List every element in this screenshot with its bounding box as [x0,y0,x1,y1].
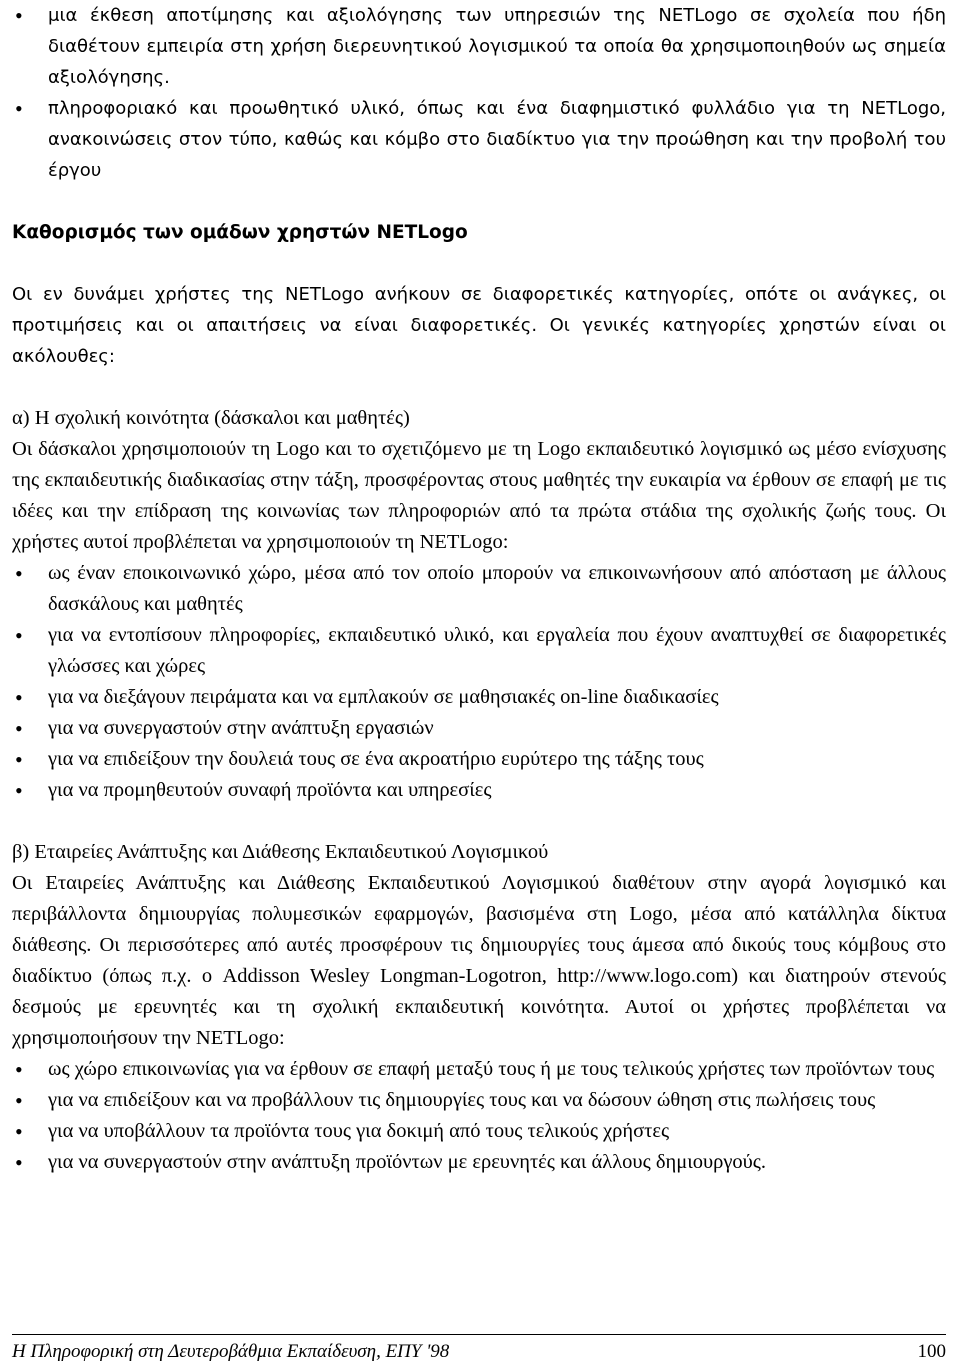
list-item: • για να εντοπίσουν πληροφορίες, εκπαιδευτικό υλικό, και εργαλεία που έχουν αναπτυχθεί σε διαφορετικές γλώσσες και χώρες [12,620,946,682]
footer-source: Η Πληροφορική στη Δευτεροβάθμια Εκπαίδευση, ΕΠΥ '98 [12,1341,450,1362]
section-a-bullet-list [12,558,946,806]
list-item: • ως έναν εποικοινωνικό χώρο, μέσα από τον οποίο μπορούν να επικοινωνήσουν από απόσταση με άλλους δασκάλους και μαθητές [12,558,946,620]
section-b-bullet-list [12,1054,946,1178]
list-item: • για να προμηθευτούν συναφή προϊόντα και υπηρεσίες [12,775,946,806]
intro-paragraph: Οι εν δυνάμει χρήστες της NETLogo ανήκουν σε διαφορετικές κατηγορίες, οπότε οι ανάγκες, οι προτιμήσεις και οι απαιτήσεις να είναι διαφορετικές. Οι γενικές κατηγορίες χρηστών είναι οι ακόλουθες: [12,284,946,367]
page-number: 100 [917,1341,946,1362]
list-item: • για να συνεργαστούν στην ανάπτυξη προϊόντων με ερευνητές και άλλους δημιουργούς. [12,1147,946,1178]
intro-bullet-list [12,0,946,186]
list-item: • για να επιδείξουν και να προβάλλουν τις δημιουργίες τους και να δώσουν ώθηση στις πωλήσεις τους [12,1085,946,1116]
document-page [12,0,946,1178]
list-item: • μια έκθεση αποτίμησης και αξιολόγησης των υπηρεσιών της NETLogo σε σχολεία που ήδη διαθέτουν εμπειρία στη χρήση διερευνητικού λογισμικού τα οποία θα χρησιμοποιηθούν ως σημεία αξιολόγησης. [12,0,946,93]
section-b-title: β) Εταιρείες Ανάπτυξης και Διάθεσης Εκπαιδευτικού Λογισμικού [12,841,549,863]
list-item: • για να επιδείξουν την δουλειά τους σε ένα ακροατήριο ευρύτερο της τάξης τους [12,744,946,775]
section-a-paragraph: Οι δάσκαλοι χρησιμοποιούν τη Logo και το σχετιζόμενο με τη Logo εκπαιδευτικό λογισμικό ως μέσο ενίσχυσης της εκπαιδευτικής διαδικασίας στην τάξη, προσφέροντας στους μαθητές την ευκαιρία να έρθουν σε επαφή με τις ιδέες και την επίδραση της κοινωνίας των πληροφοριών από τα πρώτα στάδια της σχολικής ζωής τους. Οι χρήστες αυτοί προβλέπεται να χρησιμοποιούν τη NETLogo: [12,438,946,553]
list-item: • πληροφοριακό και προωθητικό υλικό, όπως και ένα διαφημιστικό φυλλάδιο για τη NETLogo, ανακοινώσεις στον τύπο, καθώς και κόμβο στο διαδίκτυο για την προώθηση και την προβολή του έργου [12,93,946,186]
list-item: • ως χώρο επικοινωνίας για να έρθουν σε επαφή μεταξύ τους ή με τους τελικούς χρήστες των προϊόντων τους [12,1054,946,1085]
section-heading: Καθορισμός των ομάδων χρηστών NETLogo [12,222,468,243]
list-item: • για να υποβάλλουν τα προϊόντα τους για δοκιμή από τους τελικούς χρήστες [12,1116,946,1147]
section-a-title: α) Η σχολική κοινότητα (δάσκαλοι και μαθητές) [12,407,410,429]
list-item: • για να διεξάγουν πειράματα και να εμπλακούν σε μαθησιακές on-line διαδικασίες [12,682,946,713]
footer-divider [12,1334,946,1335]
page-footer [12,1340,946,1364]
list-item: • για να συνεργαστούν στην ανάπτυξη εργασιών [12,713,946,744]
section-b-paragraph: Οι Εταιρείες Ανάπτυξης και Διάθεσης Εκπαιδευτικού Λογισμικού διαθέτουν στην αγορά λογισμικό και περιβάλλοντα δημιουργίας πολυμεσικών εφαρμογών, βασισμένα στη Logo, μέσα από κατάλληλα δίκτυα διάθεσης. Οι περισσότερες από αυτές προσφέρουν τις δημιουργίες τους άμεσα από δικούς τους κόμβους στο διαδίκτυο (όπως π.χ. ο Addisson Wesley Longman-Logotron, http://www.logo.com) και διατηρούν στενούς δεσμούς με ερευνητές και τη σχολική εκπαιδευτική κοινότητα. Αυτοί οι χρήστες προβλέπεται να χρησιμοποιήσουν την NETLogo: [12,872,946,1049]
